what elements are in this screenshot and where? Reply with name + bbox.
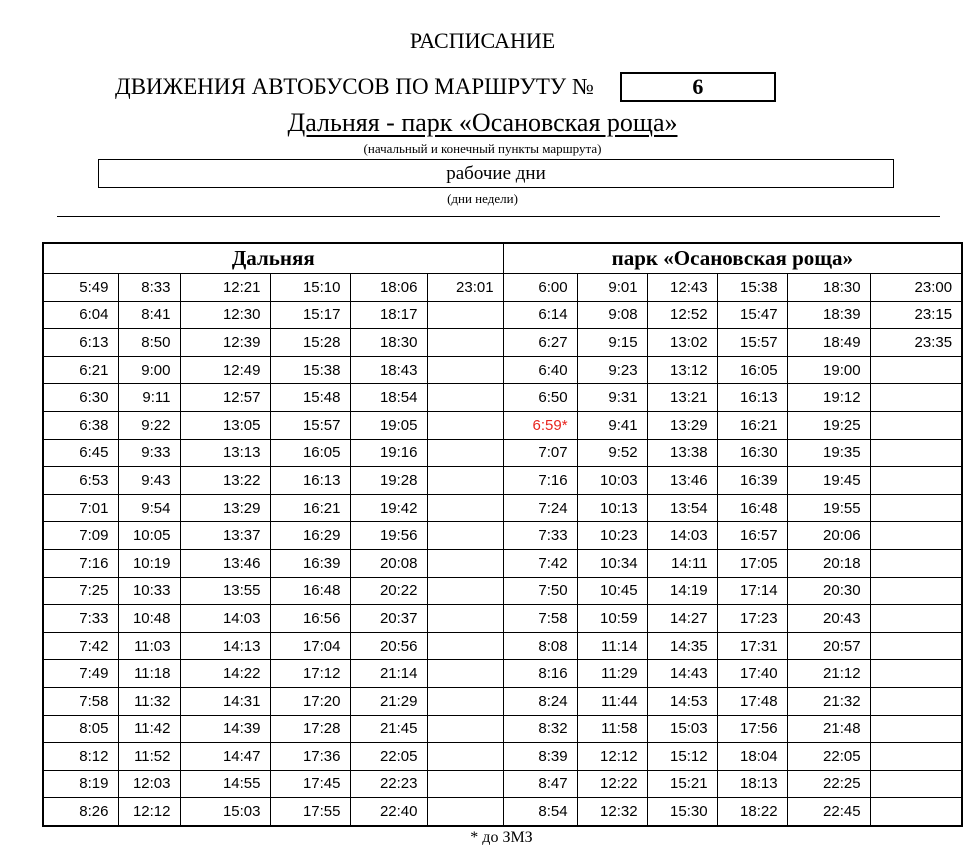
time-cell: 22:45	[787, 798, 870, 826]
time-cell: 19:28	[350, 467, 427, 495]
time-cell: 8:19	[43, 770, 118, 798]
timetable-row	[43, 770, 962, 798]
time-cell: 20:37	[350, 605, 427, 633]
time-cell: 22:25	[787, 770, 870, 798]
time-cell: 14:55	[180, 770, 270, 798]
time-cell: 7:16	[43, 549, 118, 577]
time-cell: 6:50	[503, 384, 577, 412]
time-cell	[427, 743, 503, 771]
time-cell: 13:29	[647, 411, 717, 439]
time-cell: 10:13	[577, 494, 647, 522]
time-cell: 9:22	[118, 411, 180, 439]
time-cell: 11:44	[577, 687, 647, 715]
time-cell: 10:33	[118, 577, 180, 605]
time-cell: 21:48	[787, 715, 870, 743]
time-cell: 9:01	[577, 274, 647, 302]
time-cell: 21:12	[787, 660, 870, 688]
time-cell: 11:52	[118, 743, 180, 771]
time-cell: 10:45	[577, 577, 647, 605]
time-cell: 12:03	[118, 770, 180, 798]
timetable-body	[43, 274, 962, 826]
time-cell: 14:03	[647, 522, 717, 550]
time-cell: 16:48	[717, 494, 787, 522]
time-cell: 11:42	[118, 715, 180, 743]
time-cell: 13:05	[180, 411, 270, 439]
time-cell	[427, 384, 503, 412]
time-cell: 13:46	[647, 467, 717, 495]
time-cell: 19:05	[350, 411, 427, 439]
days-value: рабочие дни	[446, 162, 546, 184]
time-cell: 18:04	[717, 743, 787, 771]
time-cell: 7:07	[503, 439, 577, 467]
time-cell: 16:48	[270, 577, 350, 605]
route-name-caption: (начальный и конечный пункты маршрута)	[363, 141, 602, 156]
time-cell: 10:48	[118, 605, 180, 633]
time-cell: 22:23	[350, 770, 427, 798]
time-cell	[427, 687, 503, 715]
time-cell: 18:06	[350, 274, 427, 302]
time-cell: 13:38	[647, 439, 717, 467]
time-cell: 10:23	[577, 522, 647, 550]
time-cell	[870, 549, 962, 577]
time-cell: 10:05	[118, 522, 180, 550]
time-cell: 14:47	[180, 743, 270, 771]
time-cell: 20:06	[787, 522, 870, 550]
route-number: 6	[692, 74, 704, 99]
time-cell: 21:32	[787, 687, 870, 715]
timetable-header-row	[43, 243, 962, 274]
time-cell: 6:53	[43, 467, 118, 495]
time-cell: 18:49	[787, 329, 870, 357]
time-cell: 20:57	[787, 632, 870, 660]
time-cell	[870, 467, 962, 495]
time-cell: 8:50	[118, 329, 180, 357]
time-cell: 8:26	[43, 798, 118, 826]
time-cell: 6:04	[43, 301, 118, 329]
time-cell: 6:13	[43, 329, 118, 357]
time-cell: 12:32	[577, 798, 647, 826]
time-cell-highlighted: 6:59*	[503, 411, 577, 439]
time-cell	[870, 605, 962, 633]
time-cell	[870, 660, 962, 688]
document-title: РАСПИСАНИЕ	[409, 28, 556, 53]
time-cell: 7:42	[43, 632, 118, 660]
time-cell: 20:56	[350, 632, 427, 660]
time-cell: 13:46	[180, 549, 270, 577]
time-cell: 18:13	[717, 770, 787, 798]
time-cell: 14:19	[647, 577, 717, 605]
time-cell	[870, 687, 962, 715]
time-cell: 18:54	[350, 384, 427, 412]
time-cell: 12:49	[180, 356, 270, 384]
time-cell: 11:03	[118, 632, 180, 660]
time-cell: 16:39	[717, 467, 787, 495]
time-cell: 8:54	[503, 798, 577, 826]
time-cell: 23:01	[427, 274, 503, 302]
time-cell: 18:17	[350, 301, 427, 329]
time-cell: 13:12	[647, 356, 717, 384]
time-cell: 9:52	[577, 439, 647, 467]
time-cell	[870, 439, 962, 467]
timetable-row	[43, 439, 962, 467]
time-cell: 17:23	[717, 605, 787, 633]
time-cell: 13:37	[180, 522, 270, 550]
time-cell: 15:21	[647, 770, 717, 798]
time-cell: 19:55	[787, 494, 870, 522]
time-cell: 14:27	[647, 605, 717, 633]
time-cell: 12:57	[180, 384, 270, 412]
route-line	[115, 72, 965, 102]
time-cell: 17:28	[270, 715, 350, 743]
time-cell: 15:47	[717, 301, 787, 329]
time-cell: 22:40	[350, 798, 427, 826]
time-cell: 8:12	[43, 743, 118, 771]
time-cell: 16:30	[717, 439, 787, 467]
time-cell: 6:45	[43, 439, 118, 467]
timetable-row	[43, 522, 962, 550]
timetable-row	[43, 384, 962, 412]
time-cell: 8:32	[503, 715, 577, 743]
time-cell	[427, 522, 503, 550]
time-cell: 17:20	[270, 687, 350, 715]
time-cell: 10:59	[577, 605, 647, 633]
time-cell: 15:10	[270, 274, 350, 302]
time-cell: 8:16	[503, 660, 577, 688]
divider-line	[57, 216, 940, 217]
time-cell: 7:01	[43, 494, 118, 522]
time-cell	[870, 356, 962, 384]
time-cell: 5:49	[43, 274, 118, 302]
time-cell: 15:28	[270, 329, 350, 357]
time-cell: 19:56	[350, 522, 427, 550]
time-cell: 12:21	[180, 274, 270, 302]
time-cell: 7:58	[43, 687, 118, 715]
timetable-row	[43, 467, 962, 495]
footnote: * до ЗМЗ	[470, 828, 533, 846]
time-cell: 17:45	[270, 770, 350, 798]
timetable-row	[43, 743, 962, 771]
time-cell: 11:29	[577, 660, 647, 688]
time-cell: 16:21	[270, 494, 350, 522]
time-cell: 12:12	[577, 743, 647, 771]
time-cell: 14:43	[647, 660, 717, 688]
time-cell: 14:53	[647, 687, 717, 715]
time-cell: 12:52	[647, 301, 717, 329]
time-cell: 9:00	[118, 356, 180, 384]
time-cell: 12:43	[647, 274, 717, 302]
time-cell: 19:00	[787, 356, 870, 384]
time-cell	[870, 384, 962, 412]
time-cell: 6:40	[503, 356, 577, 384]
time-cell	[870, 632, 962, 660]
time-cell: 7:25	[43, 577, 118, 605]
time-cell	[427, 411, 503, 439]
time-cell: 16:13	[270, 467, 350, 495]
time-cell: 15:17	[270, 301, 350, 329]
time-cell: 11:58	[577, 715, 647, 743]
time-cell: 17:04	[270, 632, 350, 660]
time-cell: 19:45	[787, 467, 870, 495]
days-box	[98, 159, 894, 188]
time-cell: 10:03	[577, 467, 647, 495]
time-cell: 6:30	[43, 384, 118, 412]
time-cell: 9:08	[577, 301, 647, 329]
time-cell	[427, 715, 503, 743]
time-cell: 9:54	[118, 494, 180, 522]
timetable-row	[43, 274, 962, 302]
time-cell: 7:42	[503, 549, 577, 577]
time-cell	[427, 660, 503, 688]
time-cell: 13:54	[647, 494, 717, 522]
time-cell: 8:24	[503, 687, 577, 715]
time-cell: 19:25	[787, 411, 870, 439]
time-cell: 18:30	[787, 274, 870, 302]
time-cell: 6:21	[43, 356, 118, 384]
time-cell: 22:05	[787, 743, 870, 771]
time-cell: 13:55	[180, 577, 270, 605]
time-cell	[427, 549, 503, 577]
time-cell	[427, 356, 503, 384]
time-cell: 15:57	[717, 329, 787, 357]
time-cell: 19:12	[787, 384, 870, 412]
timetable-row	[43, 687, 962, 715]
time-cell: 20:43	[787, 605, 870, 633]
time-cell: 20:30	[787, 577, 870, 605]
time-cell: 15:12	[647, 743, 717, 771]
time-cell: 12:12	[118, 798, 180, 826]
time-cell: 9:41	[577, 411, 647, 439]
terminal-b-header: парк «Осановская роща»	[503, 243, 962, 274]
timetable-row	[43, 577, 962, 605]
time-cell: 16:29	[270, 522, 350, 550]
time-cell: 16:56	[270, 605, 350, 633]
time-cell: 20:22	[350, 577, 427, 605]
time-cell: 7:58	[503, 605, 577, 633]
time-cell: 9:15	[577, 329, 647, 357]
time-cell: 7:50	[503, 577, 577, 605]
time-cell: 13:22	[180, 467, 270, 495]
timetable-row	[43, 356, 962, 384]
timetable-row	[43, 301, 962, 329]
time-cell: 15:03	[180, 798, 270, 826]
time-cell	[427, 770, 503, 798]
time-cell: 15:38	[717, 274, 787, 302]
timetable-row	[43, 660, 962, 688]
time-cell: 21:14	[350, 660, 427, 688]
time-cell: 17:55	[270, 798, 350, 826]
time-cell: 7:49	[43, 660, 118, 688]
time-cell: 19:42	[350, 494, 427, 522]
time-cell: 9:31	[577, 384, 647, 412]
timetable-row	[43, 494, 962, 522]
timetable-row	[43, 715, 962, 743]
time-cell: 7:33	[43, 605, 118, 633]
time-cell: 8:41	[118, 301, 180, 329]
time-cell: 15:38	[270, 356, 350, 384]
time-cell: 7:09	[43, 522, 118, 550]
time-cell: 16:13	[717, 384, 787, 412]
time-cell: 15:57	[270, 411, 350, 439]
time-cell: 6:14	[503, 301, 577, 329]
time-cell: 14:13	[180, 632, 270, 660]
time-cell	[870, 522, 962, 550]
time-cell: 17:12	[270, 660, 350, 688]
time-cell: 9:43	[118, 467, 180, 495]
time-cell: 19:35	[787, 439, 870, 467]
time-cell: 13:02	[647, 329, 717, 357]
time-cell	[870, 798, 962, 826]
time-cell: 17:36	[270, 743, 350, 771]
terminal-a-header: Дальняя	[43, 243, 503, 274]
time-cell: 8:08	[503, 632, 577, 660]
time-cell: 18:22	[717, 798, 787, 826]
time-cell: 17:14	[717, 577, 787, 605]
timetable-row	[43, 798, 962, 826]
days-caption: (дни недели)	[447, 191, 518, 206]
time-cell: 20:08	[350, 549, 427, 577]
time-cell	[427, 632, 503, 660]
timetable-row	[43, 632, 962, 660]
time-cell	[427, 494, 503, 522]
time-cell: 7:24	[503, 494, 577, 522]
time-cell: 17:05	[717, 549, 787, 577]
time-cell: 14:31	[180, 687, 270, 715]
time-cell: 14:22	[180, 660, 270, 688]
time-cell: 14:35	[647, 632, 717, 660]
time-cell: 16:05	[717, 356, 787, 384]
time-cell	[870, 743, 962, 771]
time-cell: 6:00	[503, 274, 577, 302]
time-cell	[427, 798, 503, 826]
time-cell: 12:39	[180, 329, 270, 357]
time-cell: 7:33	[503, 522, 577, 550]
timetable-row	[43, 411, 962, 439]
time-cell: 10:19	[118, 549, 180, 577]
time-cell: 11:18	[118, 660, 180, 688]
time-cell: 9:23	[577, 356, 647, 384]
time-cell: 13:13	[180, 439, 270, 467]
time-cell: 22:05	[350, 743, 427, 771]
time-cell: 15:03	[647, 715, 717, 743]
time-cell: 8:47	[503, 770, 577, 798]
time-cell	[427, 467, 503, 495]
time-cell: 23:00	[870, 274, 962, 302]
time-cell	[427, 329, 503, 357]
time-cell: 8:39	[503, 743, 577, 771]
time-cell: 18:30	[350, 329, 427, 357]
timetable-row	[43, 605, 962, 633]
route-line-label: ДВИЖЕНИЯ АВТОБУСОВ ПО МАРШРУТУ №	[115, 74, 594, 99]
time-cell: 23:15	[870, 301, 962, 329]
time-cell: 15:30	[647, 798, 717, 826]
time-cell: 18:43	[350, 356, 427, 384]
time-cell: 18:39	[787, 301, 870, 329]
time-cell: 13:21	[647, 384, 717, 412]
time-cell: 6:27	[503, 329, 577, 357]
timetable-row	[43, 329, 962, 357]
time-cell: 16:57	[717, 522, 787, 550]
time-cell: 11:14	[577, 632, 647, 660]
time-cell: 12:22	[577, 770, 647, 798]
time-cell: 20:18	[787, 549, 870, 577]
time-cell: 16:21	[717, 411, 787, 439]
timetable-row	[43, 549, 962, 577]
time-cell	[870, 411, 962, 439]
time-cell: 14:11	[647, 549, 717, 577]
time-cell: 15:48	[270, 384, 350, 412]
time-cell: 10:34	[577, 549, 647, 577]
timetable	[42, 242, 963, 827]
time-cell	[427, 605, 503, 633]
time-cell: 17:56	[717, 715, 787, 743]
time-cell	[427, 577, 503, 605]
time-cell: 21:45	[350, 715, 427, 743]
time-cell: 16:39	[270, 549, 350, 577]
time-cell: 16:05	[270, 439, 350, 467]
route-name: Дальняя - парк «Осановская роща»	[287, 108, 678, 137]
time-cell	[870, 770, 962, 798]
time-cell: 23:35	[870, 329, 962, 357]
time-cell	[870, 715, 962, 743]
time-cell: 14:39	[180, 715, 270, 743]
time-cell: 6:38	[43, 411, 118, 439]
time-cell	[427, 439, 503, 467]
time-cell: 14:03	[180, 605, 270, 633]
time-cell	[427, 301, 503, 329]
time-cell: 12:30	[180, 301, 270, 329]
time-cell: 17:40	[717, 660, 787, 688]
time-cell: 17:31	[717, 632, 787, 660]
time-cell: 11:32	[118, 687, 180, 715]
time-cell: 21:29	[350, 687, 427, 715]
time-cell: 8:05	[43, 715, 118, 743]
time-cell: 7:16	[503, 467, 577, 495]
time-cell: 19:16	[350, 439, 427, 467]
time-cell: 9:11	[118, 384, 180, 412]
route-number-box	[620, 72, 776, 102]
time-cell: 9:33	[118, 439, 180, 467]
time-cell: 8:33	[118, 274, 180, 302]
time-cell: 13:29	[180, 494, 270, 522]
time-cell	[870, 577, 962, 605]
time-cell: 17:48	[717, 687, 787, 715]
time-cell	[870, 494, 962, 522]
